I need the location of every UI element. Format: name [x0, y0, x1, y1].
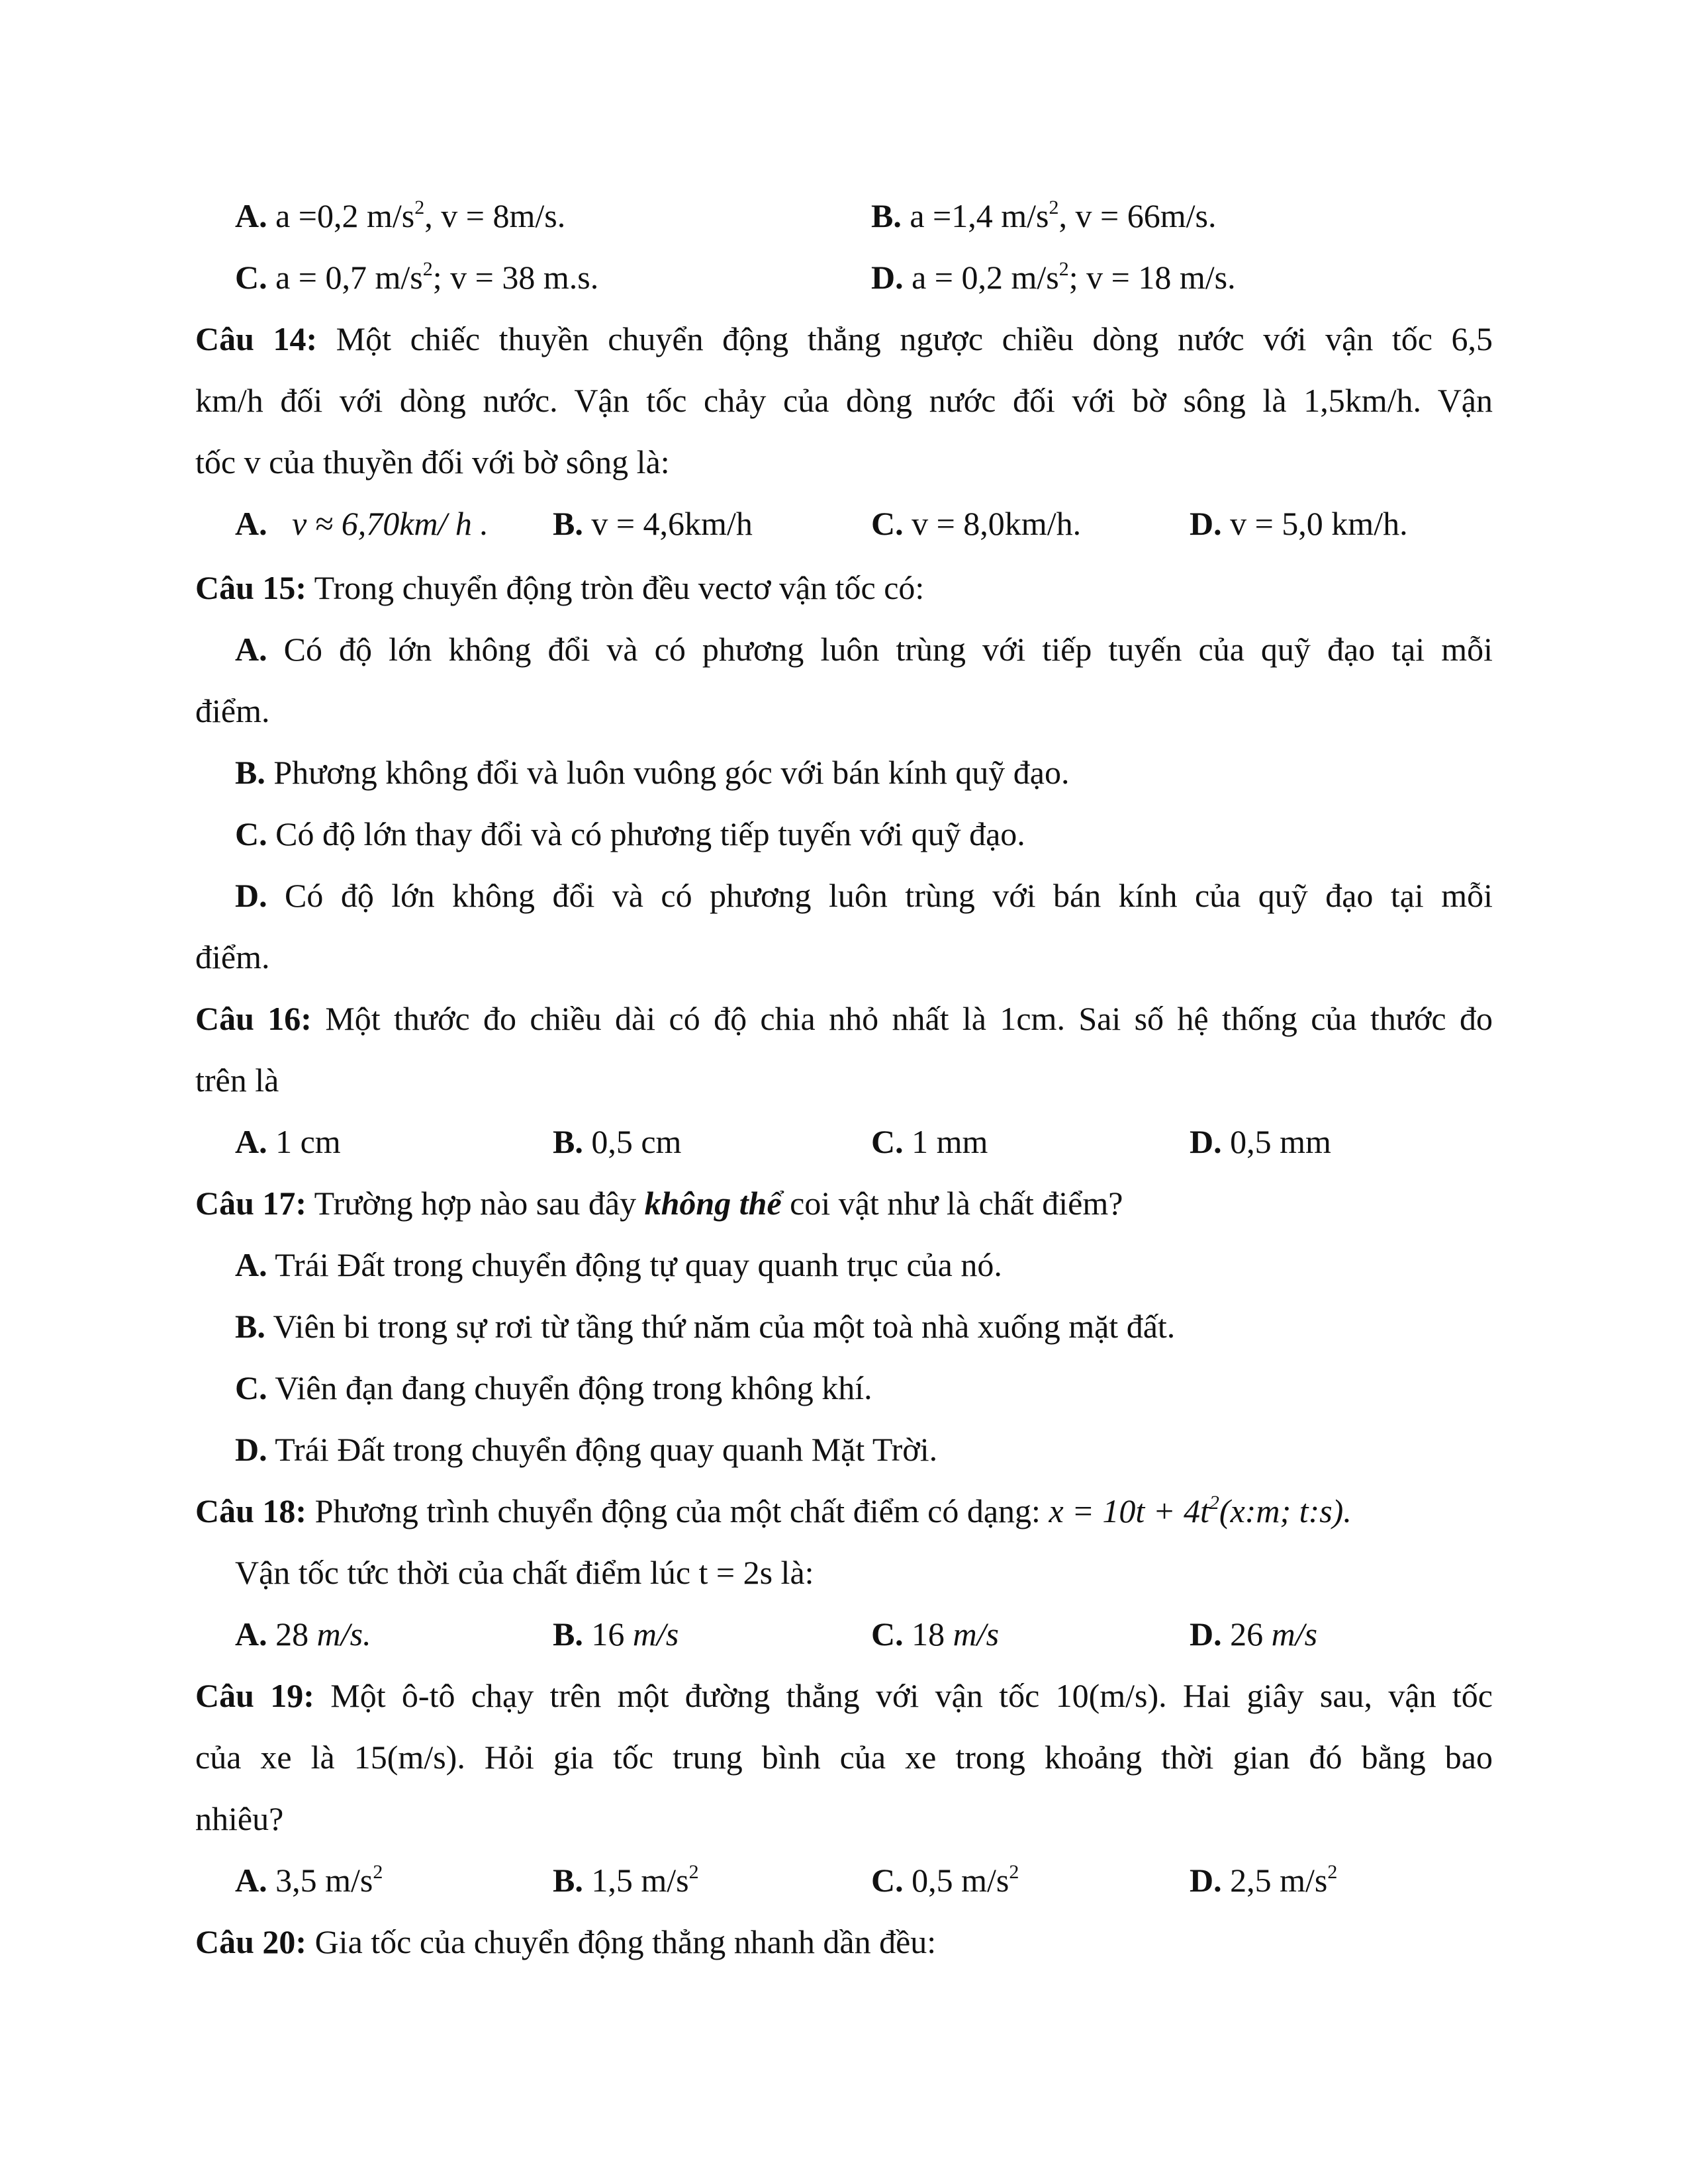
- q18-option-a: A. 28 m/s.: [235, 1615, 371, 1653]
- q13-option-a: A. a =0,2 $m/s^2$, v = 8m/s.: [235, 197, 566, 234]
- q18-question-line2: Vận tốc tức thời của chất điểm lúc t = 2s là:: [235, 1554, 814, 1591]
- q18-question: Câu 18: Phương trình chuyển động của một chất điểm có dạng: $x = 10t + 4t^2(x:m$; t:s).: [195, 1492, 1352, 1529]
- q17-option-c: C. Viên đạn đang chuyển động trong không khí.: [235, 1369, 872, 1406]
- q14-option-a: A. v ≈ 6,70km/ h .: [235, 505, 489, 542]
- q13-option-d: D. a = 0,2 $m/s^2$; v = 18 m/s.: [871, 258, 1236, 296]
- q14-question-line3: tốc v của thuyền đối với bờ sông là:: [195, 443, 670, 480]
- q19-option-d: D. 2,5 $m/s^2$: [1190, 1861, 1338, 1899]
- q14-option-b: B. v = 4,6km/h: [553, 505, 753, 542]
- q19-question-line3: nhiêu?: [195, 1800, 284, 1837]
- q14-label: Câu 14:: [195, 320, 318, 357]
- q16-question-line1: Câu 16: Một thước đo chiều dài có độ chia nhỏ nhất là 1cm. Sai số hệ thống của thước đo: [195, 1000, 1493, 1037]
- q18-option-b: B. 16 m/s: [553, 1615, 679, 1653]
- q17-option-b: B. Viên bi trong sự rơi từ tầng thứ năm của một toà nhà xuống mặt đất.: [235, 1308, 1176, 1345]
- q18-equation: $x = 10t + 4t^2(x:m$; t:s).: [1049, 1492, 1352, 1529]
- q19-question-line2: của xe là 15(m/s). Hỏi gia tốc trung bình của xe trong khoảng thời gian đó bằng bao: [195, 1739, 1493, 1776]
- q15-option-b: B. Phương không đổi và luôn vuông góc với bán kính quỹ đạo.: [235, 754, 1070, 791]
- q16-option-b: B. 0,5 cm: [553, 1123, 682, 1160]
- q17-option-a: A. Trái Đất trong chuyển động tự quay quanh trục của nó.: [235, 1246, 1002, 1283]
- q15-option-c: C. Có độ lớn thay đổi và có phương tiếp tuyến với quỹ đạo.: [235, 815, 1025, 852]
- q16-option-d: D. 0,5 mm: [1190, 1123, 1331, 1160]
- q13-option-b: B. a =1,4 $m/s^2$, v = 66m/s.: [871, 197, 1217, 234]
- q17-question: Câu 17: Trường hợp nào sau đây không thể coi vật như là chất điểm?: [195, 1185, 1123, 1222]
- q19-option-c: C. 0,5 $m/s^2$: [871, 1861, 1019, 1899]
- q15-option-d-line1: D. Có độ lớn không đổi và có phương luôn trùng với bán kính của quỹ đạo tại mỗi: [235, 877, 1493, 914]
- q17-label: Câu 17:: [195, 1185, 307, 1222]
- q16-option-a: A. 1 cm: [235, 1123, 341, 1160]
- q16-label: Câu 16:: [195, 1000, 312, 1037]
- q14-option-c: C. v = 8,0km/h.: [871, 505, 1082, 542]
- q15-option-a-line2: điểm.: [195, 692, 270, 729]
- q16-question-line2: trên là: [195, 1062, 279, 1099]
- q20-label: Câu 20:: [195, 1923, 307, 1960]
- q15-option-a-line1: A. Có độ lớn không đổi và có phương luôn trùng với tiếp tuyến của quỹ đạo tại mỗi: [235, 631, 1493, 668]
- q18-option-d: D. 26 m/s: [1190, 1615, 1318, 1653]
- q14-option-d: D. v = 5,0 km/h.: [1190, 505, 1408, 542]
- q15-option-d-line2: điểm.: [195, 938, 270, 976]
- q19-option-b: B. 1,5 $m/s^2$: [553, 1861, 699, 1899]
- q19-question-line1: Câu 19: Một ô-tô chạy trên một đường thẳng với vận tốc 10(m/s). Hai giây sau, vận tốc: [195, 1677, 1493, 1714]
- q19-option-a: A. 3,5 $m/s^2$: [235, 1861, 383, 1899]
- q17-emphasis: không thể: [644, 1185, 782, 1222]
- q16-option-c: C. 1 mm: [871, 1123, 988, 1160]
- q13-option-c: C. a = 0,7 $m/s^2$; v = 38 m.s.: [235, 258, 599, 296]
- q18-label: Câu 18:: [195, 1492, 307, 1529]
- q20-question: Câu 20: Gia tốc của chuyển động thẳng nhanh dần đều:: [195, 1923, 937, 1960]
- q15-label: Câu 15:: [195, 569, 307, 606]
- q18-option-c: C. 18 m/s: [871, 1615, 1000, 1653]
- q14-question-line2: km/h đối với dòng nước. Vận tốc chảy của dòng nước đối với bờ sông là 1,5km/h. Vận: [195, 382, 1493, 419]
- q19-label: Câu 19:: [195, 1677, 314, 1714]
- q15-question: Câu 15: Trong chuyển động tròn đều vectơ vận tốc có:: [195, 569, 925, 606]
- q14-question-line1: Câu 14: Một chiếc thuyền chuyển động thẳng ngược chiều dòng nước với vận tốc 6,5: [195, 320, 1493, 357]
- q17-option-d: D. Trái Đất trong chuyển động quay quanh Mặt Trời.: [235, 1431, 938, 1468]
